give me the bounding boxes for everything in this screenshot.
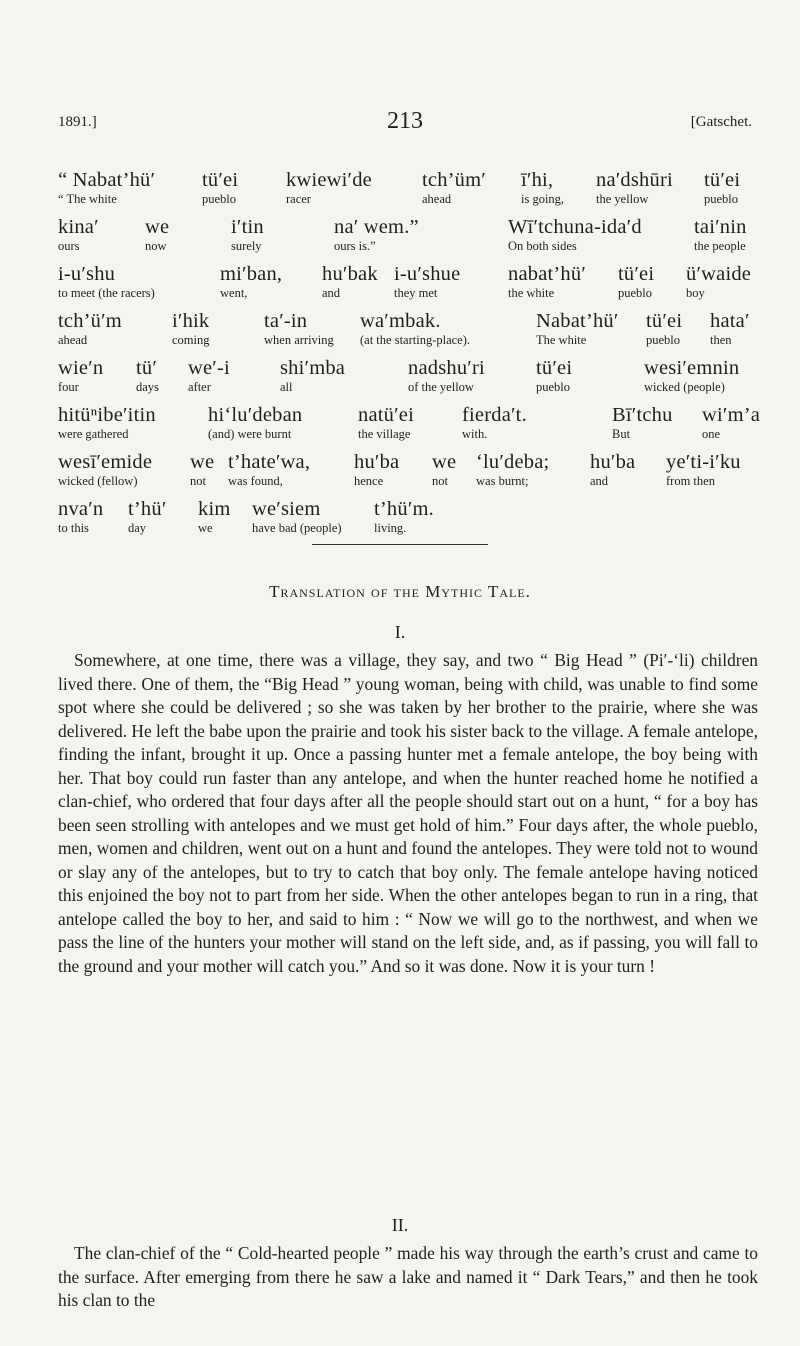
gloss-line [58, 262, 758, 309]
english-gloss: from then [666, 474, 715, 488]
english-gloss: surely [231, 239, 262, 253]
gloss-cell [596, 168, 673, 207]
gloss-cell [190, 450, 214, 489]
gloss-cell [508, 262, 586, 301]
gloss-cell [710, 309, 750, 348]
native-word: tü′ [136, 357, 158, 379]
english-gloss: pueblo [202, 192, 237, 206]
english-gloss: On both sides [508, 239, 577, 253]
english-gloss: to this [58, 521, 89, 535]
page-number: 213 [387, 108, 423, 134]
native-word: tü′ei [618, 263, 655, 285]
native-word: kina′ [58, 216, 99, 238]
english-gloss: then [710, 333, 732, 347]
gloss-cell [58, 215, 99, 254]
english-gloss: days [136, 380, 159, 394]
gloss-line [58, 450, 758, 497]
gloss-line [58, 215, 758, 262]
gloss-cell [394, 262, 460, 301]
english-gloss: with. [462, 427, 488, 441]
native-word: wie′n [58, 357, 104, 379]
english-gloss: the people [694, 239, 746, 253]
gloss-cell [286, 168, 372, 207]
english-gloss: boy [686, 286, 705, 300]
gloss-cell [702, 403, 760, 442]
gloss-cell [644, 356, 739, 395]
native-word: we′-i [188, 357, 230, 379]
english-gloss: after [188, 380, 211, 394]
gloss-cell [462, 403, 527, 442]
gloss-cell [618, 262, 654, 301]
english-gloss: four [58, 380, 79, 394]
gloss-line [58, 497, 758, 544]
gloss-cell [202, 168, 238, 207]
gloss-cell [58, 403, 156, 442]
native-word: ī′hi, [521, 169, 554, 191]
english-gloss: pueblo [618, 286, 653, 300]
gloss-cell [136, 356, 159, 395]
english-gloss: living. [374, 521, 407, 535]
english-gloss: was burnt; [476, 474, 529, 488]
native-word: shi′mba [280, 357, 346, 379]
running-header [58, 108, 752, 138]
native-word: hi‘lu′deban [208, 404, 303, 426]
native-word: we [432, 451, 457, 473]
gloss-cell [208, 403, 302, 442]
section-divider [312, 544, 488, 545]
gloss-line [58, 403, 761, 450]
native-word: i′tin [231, 216, 264, 238]
native-word: Bī′tchu [612, 404, 673, 426]
native-word: “ Nabat’hü′ [58, 169, 156, 191]
english-gloss: But [612, 427, 631, 441]
english-gloss: ours [58, 239, 80, 253]
native-word: tai′nin [694, 216, 747, 238]
native-word: natü′ei [358, 404, 414, 426]
english-gloss: “ The white [58, 192, 117, 206]
gloss-cell [686, 262, 751, 301]
native-word: na′dshūri [596, 169, 673, 191]
native-word: mi′ban, [220, 263, 283, 285]
gloss-cell [666, 450, 741, 489]
gloss-line [58, 309, 758, 356]
gloss-cell [322, 262, 378, 301]
native-word: we [190, 451, 215, 473]
english-gloss: we [198, 521, 213, 535]
gloss-cell [646, 309, 682, 348]
english-gloss: and [322, 286, 341, 300]
english-gloss: ours is.” [334, 239, 376, 253]
english-gloss: of the yellow [408, 380, 474, 394]
header-author: [Gatschet. [690, 114, 752, 130]
native-word: ta′-in [264, 310, 308, 332]
gloss-cell [536, 356, 572, 395]
native-word: nabat’hü′ [508, 263, 587, 285]
english-gloss: not [432, 474, 448, 488]
english-gloss: ahead [422, 192, 452, 206]
gloss-cell [231, 215, 264, 254]
gloss-cell [334, 215, 419, 254]
gloss-cell [408, 356, 485, 395]
native-word: t’hü′ [128, 498, 167, 520]
native-word: tch’ü′m [58, 310, 122, 332]
native-word: tü′ei [646, 310, 683, 332]
native-word: Nabat’hü′ [536, 310, 619, 332]
english-gloss: day [128, 521, 147, 535]
english-gloss: now [145, 239, 167, 253]
gloss-cell [432, 450, 456, 489]
gloss-cell [694, 215, 747, 254]
gloss-cell [264, 309, 334, 348]
native-word: tch’üm′ [422, 169, 486, 191]
native-word: t’hü′m. [374, 498, 434, 520]
gloss-cell [145, 215, 169, 254]
native-word: we [145, 216, 170, 238]
english-gloss: wicked (fellow) [58, 474, 138, 488]
gloss-cell [58, 356, 103, 395]
english-gloss: hence [354, 474, 384, 488]
english-gloss: they met [394, 286, 438, 300]
gloss-cell [58, 309, 122, 348]
english-gloss: went, [220, 286, 248, 300]
gloss-cell [704, 168, 740, 207]
english-gloss: coming [172, 333, 210, 347]
native-word: wesi′emnin [644, 357, 740, 379]
paragraph: Somewhere, at one time, there was a village, they say, and two “ Big Head ” (Pi′-‘li) children lived there. One of them, the “Big Head ” young woman, being with child, was unable to find some spot where she could be delivered ; so she was taken by her brother to the prairie, where she was delivered. He left the babe upon the prairie and took his sister back to the village. A female antelope, finding the infant, brought it up. Once a passing hunter met a female antelope, the boy being with her. That boy could run faster than any antelope, and when the hunter reached home he notified a clan-chief, who ordered that four days after all the people should start out on a hunt, “ for a boy has been seen strolling with antelopes and we must get hold of him.” Four days after, the whole pueblo, men, women and children, went out on a hunt and found the antelopes. They were told not to wound or slay any of the antelopes, but to try to catch that boy only. The female antelope having noticed this enjoined the boy not to part from her side. When the other antelopes began to run in a ring, that antelope called the boy to her, and said to him : “ Now we will go to the northwest, and when we pass the line of the hunters your mother will stand on the left side, and, as if passing, you will fall to the ground and your mother will catch you.” And so it was done. Now it is your turn ! [58, 650, 758, 976]
gloss-cell [422, 168, 486, 207]
gloss-cell [536, 309, 619, 348]
english-gloss: when arriving [264, 333, 334, 347]
english-gloss: all [280, 380, 293, 394]
english-gloss: have bad (people) [252, 521, 342, 535]
section-numeral: I. [394, 622, 406, 642]
gloss-cell [360, 309, 470, 348]
gloss-line [58, 356, 758, 403]
native-word: i-u′shu [58, 263, 116, 285]
native-word: tü′ei [536, 357, 573, 379]
native-word: fierda′t. [462, 404, 527, 426]
native-word: t’hate′wa, [228, 451, 311, 473]
native-word: kim [198, 498, 231, 520]
gloss-cell [128, 497, 167, 536]
native-word: hu′bak [322, 263, 378, 285]
gloss-cell [58, 497, 103, 536]
native-word: i-u′shue [394, 263, 461, 285]
native-word: hu′ba [590, 451, 636, 473]
english-gloss: The white [536, 333, 587, 347]
english-gloss: ahead [58, 333, 88, 347]
english-gloss: racer [286, 192, 311, 206]
native-word: wa′mbak. [360, 310, 441, 332]
native-word: i′hik [172, 310, 210, 332]
gloss-cell [220, 262, 282, 301]
english-gloss: and [590, 474, 609, 488]
native-word: tü′ei [202, 169, 239, 191]
english-gloss: pueblo [536, 380, 571, 394]
gloss-cell [521, 168, 564, 207]
native-word: tü′ei [704, 169, 741, 191]
english-gloss: the yellow [596, 192, 649, 206]
gloss-cell [252, 497, 342, 536]
gloss-cell [280, 356, 345, 395]
interlinear-gloss [58, 168, 761, 544]
native-word: ‘lu′deba; [476, 451, 550, 473]
gloss-cell [508, 215, 642, 254]
native-word: kwiewi′de [286, 169, 372, 191]
native-word: we′siem [252, 498, 321, 520]
gloss-cell [172, 309, 210, 348]
english-gloss: (at the starting-place). [360, 333, 471, 347]
gloss-cell [612, 403, 673, 442]
native-word: nadshu′ri [408, 357, 485, 379]
english-gloss: the village [358, 427, 411, 441]
english-gloss: to meet (the racers) [58, 286, 155, 300]
gloss-cell [358, 403, 414, 442]
english-gloss: wicked (people) [644, 380, 725, 394]
gloss-cell [228, 450, 310, 489]
gloss-line [58, 168, 758, 215]
native-word: na′ wem.” [334, 216, 419, 238]
native-word: nva′n [58, 498, 104, 520]
gloss-cell [198, 497, 231, 536]
gloss-cell [58, 262, 155, 301]
english-gloss: is going, [521, 192, 565, 206]
gloss-cell [354, 450, 399, 489]
header-year: 1891.] [58, 114, 97, 130]
native-word: hitüⁿibe′itin [58, 404, 156, 426]
native-word: wi′m’a [702, 404, 761, 426]
native-word: ye′ti-i′ku [666, 451, 741, 473]
english-gloss: one [702, 427, 721, 441]
gloss-cell [590, 450, 635, 489]
native-word: wesī′emide [58, 451, 153, 473]
section-title: Translation of the Mythic Tale. [269, 582, 531, 601]
native-word: Wī′tchuna-ida′d [508, 216, 642, 238]
gloss-cell [476, 450, 549, 489]
native-word: hu′ba [354, 451, 400, 473]
english-gloss: (and) were burnt [208, 427, 292, 441]
english-gloss: pueblo [646, 333, 681, 347]
section-numeral: II. [391, 1215, 409, 1235]
gloss-cell [58, 168, 155, 207]
paragraph: The clan-chief of the “ Cold-hearted people ” made his way through the earth’s crust and came to the surface. After emerging from there he saw a lake and named it “ Dark Tears,” and then he took his clan to the [58, 1243, 758, 1310]
english-gloss: the white [508, 286, 555, 300]
gloss-cell [188, 356, 230, 395]
english-gloss: was found, [228, 474, 283, 488]
gloss-cell [374, 497, 434, 536]
gloss-cell [58, 450, 152, 489]
english-gloss: were gathered [58, 427, 129, 441]
native-word: ü′waide [686, 263, 752, 285]
english-gloss: pueblo [704, 192, 739, 206]
english-gloss: not [190, 474, 206, 488]
native-word: hata′ [710, 310, 750, 332]
